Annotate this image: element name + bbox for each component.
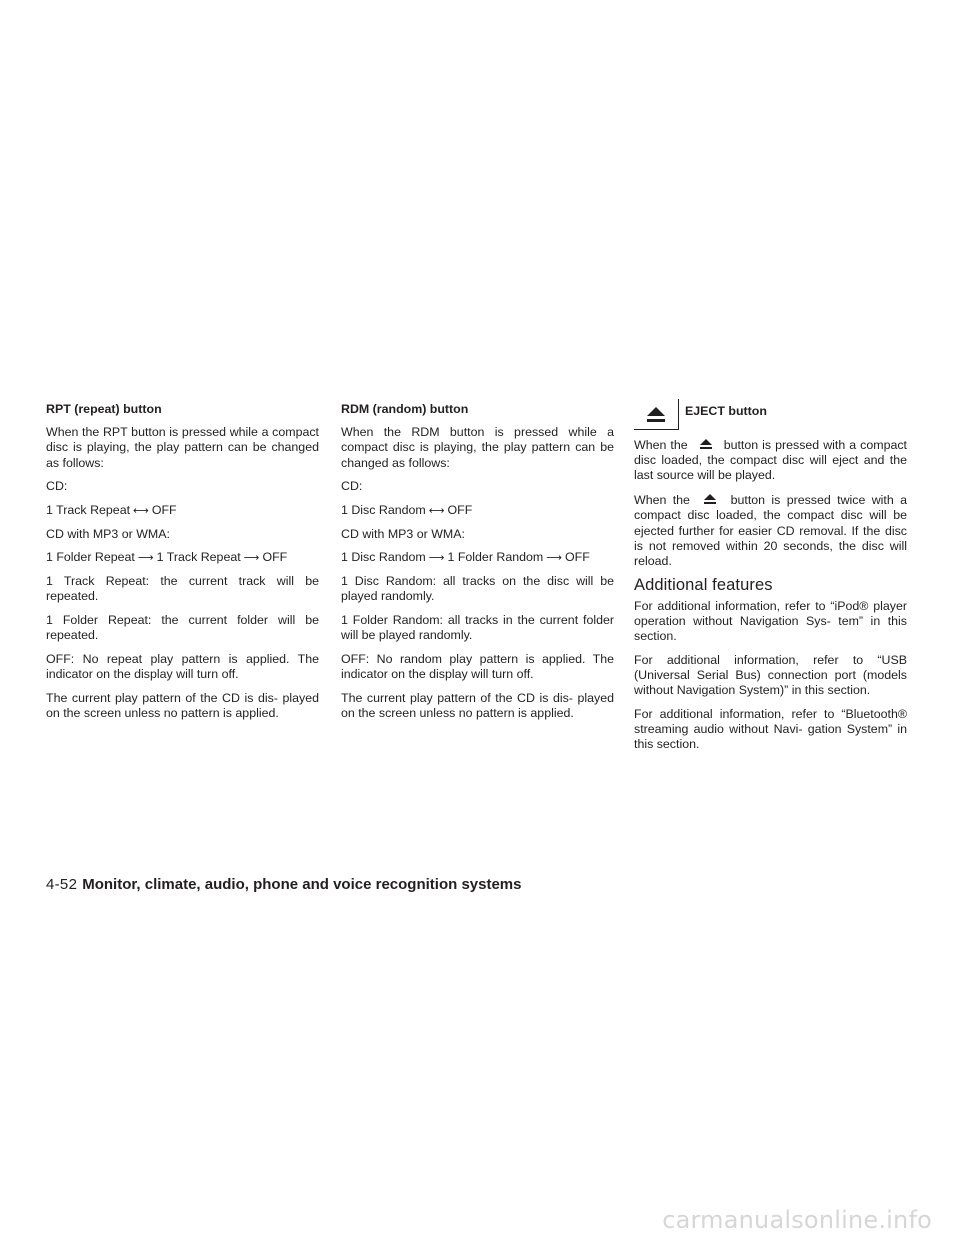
pattern-item: 1 Track Repeat [156, 550, 241, 565]
rpt-display-note: The current play pattern of the CD is dis- played on the screen unless no pattern is applied. [46, 690, 319, 721]
pattern-item: 1 Folder Repeat [46, 550, 135, 565]
double-arrow-icon: ⟷ [133, 504, 149, 518]
eject-desc-2-start: When the [634, 493, 690, 508]
eject-desc-2-end: button is pressed twice with a compact disc loaded, the compact disc will be ejected further for easier CD removal. If the disc is not removed within 20 seconds, the disc will reload. [634, 493, 907, 568]
watermark: carmanualsonline.info [662, 1206, 932, 1234]
pattern-item: OFF [262, 550, 288, 565]
usb-reference: For additional information, refer to “USB (Universal Serial Bus) connection port (models without Navigation System)” in this section. [634, 652, 907, 698]
rdm-mp3-label: CD with MP3 or WMA: [341, 526, 465, 541]
rdm-folder-desc: 1 Folder Random: all tracks in the current folder will be played randomly. [341, 613, 614, 643]
right-arrow-icon: ⟶ [243, 551, 260, 565]
pattern-item: OFF [565, 550, 590, 565]
rpt-mp3-pattern [46, 550, 319, 565]
eject-icon-box [634, 399, 679, 430]
pattern-item: OFF [151, 503, 177, 518]
pattern-item: OFF [447, 503, 473, 518]
rdm-intro: When the RDM button is pressed while a compact disc is playing, the play pattern can be changed as follows: [341, 425, 614, 470]
rdm-heading: RDM (random) button [341, 402, 469, 416]
pattern-item: 1 Folder Random [447, 550, 544, 565]
rdm-cd-pattern [341, 503, 614, 518]
eject-icon [692, 437, 720, 451]
ipod-reference: For additional information, refer to “iPod® player operation without Navigation Sys- tem” in this section. [634, 598, 907, 644]
right-arrow-icon: ⟶ [137, 551, 154, 565]
eject-desc-2 [634, 492, 907, 569]
rdm-cd-label: CD: [341, 479, 363, 494]
eject-column [634, 437, 907, 761]
rpt-cd-label: CD: [46, 479, 68, 494]
bluetooth-reference: For additional information, refer to “Bluetooth® streaming audio without Navi- gation System” in this section. [634, 707, 907, 752]
rpt-heading: RPT (repeat) button [46, 402, 162, 416]
pattern-item: 1 Track Repeat [46, 503, 131, 518]
page-footer [46, 876, 521, 893]
rpt-mp3-label: CD with MP3 or WMA: [46, 526, 170, 541]
rdm-mp3-pattern [341, 550, 614, 565]
page-number: 4-52 [46, 876, 78, 893]
eject-icon [634, 399, 678, 429]
eject-desc-1-end: button is pressed with a compact disc loaded, the compact disc will eject and the last source will be played. [634, 438, 908, 483]
eject-heading: EJECT button [685, 404, 767, 418]
double-arrow-icon: ⟷ [428, 504, 445, 518]
pattern-item: 1 Disc Random [341, 503, 426, 518]
right-arrow-icon: ⟶ [546, 551, 562, 565]
chapter-title: Monitor, climate, audio, phone and voice recognition systems [82, 876, 522, 893]
rpt-track-desc: 1 Track Repeat: the current track will be repeated. [46, 574, 319, 604]
rdm-off-desc: OFF: No random play pattern is applied. The indicator on the display will turn off. [341, 651, 614, 682]
rdm-display-note: The current play pattern of the CD is dis- played on the screen unless no pattern is applied. [341, 690, 614, 721]
eject-icon [696, 492, 724, 506]
rpt-column [46, 402, 319, 730]
rpt-intro: When the RPT button is pressed while a compact disc is playing, the play pattern can be changed as follows: [46, 425, 319, 470]
rpt-folder-desc: 1 Folder Repeat: the current folder will be repeated. [46, 613, 319, 643]
rdm-column [341, 402, 614, 730]
section-title: Additional features [634, 575, 773, 594]
rdm-disc-desc: 1 Disc Random: all tracks on the disc will be played randomly. [341, 574, 614, 604]
eject-desc-1 [634, 437, 907, 484]
right-arrow-icon: ⟶ [428, 551, 445, 565]
rpt-cd-pattern [46, 503, 319, 518]
rpt-off-desc: OFF: No repeat play pattern is applied. The indicator on the display will turn off. [46, 651, 319, 682]
pattern-item: 1 Disc Random [341, 550, 426, 565]
eject-desc-1-start: When the [634, 438, 688, 452]
